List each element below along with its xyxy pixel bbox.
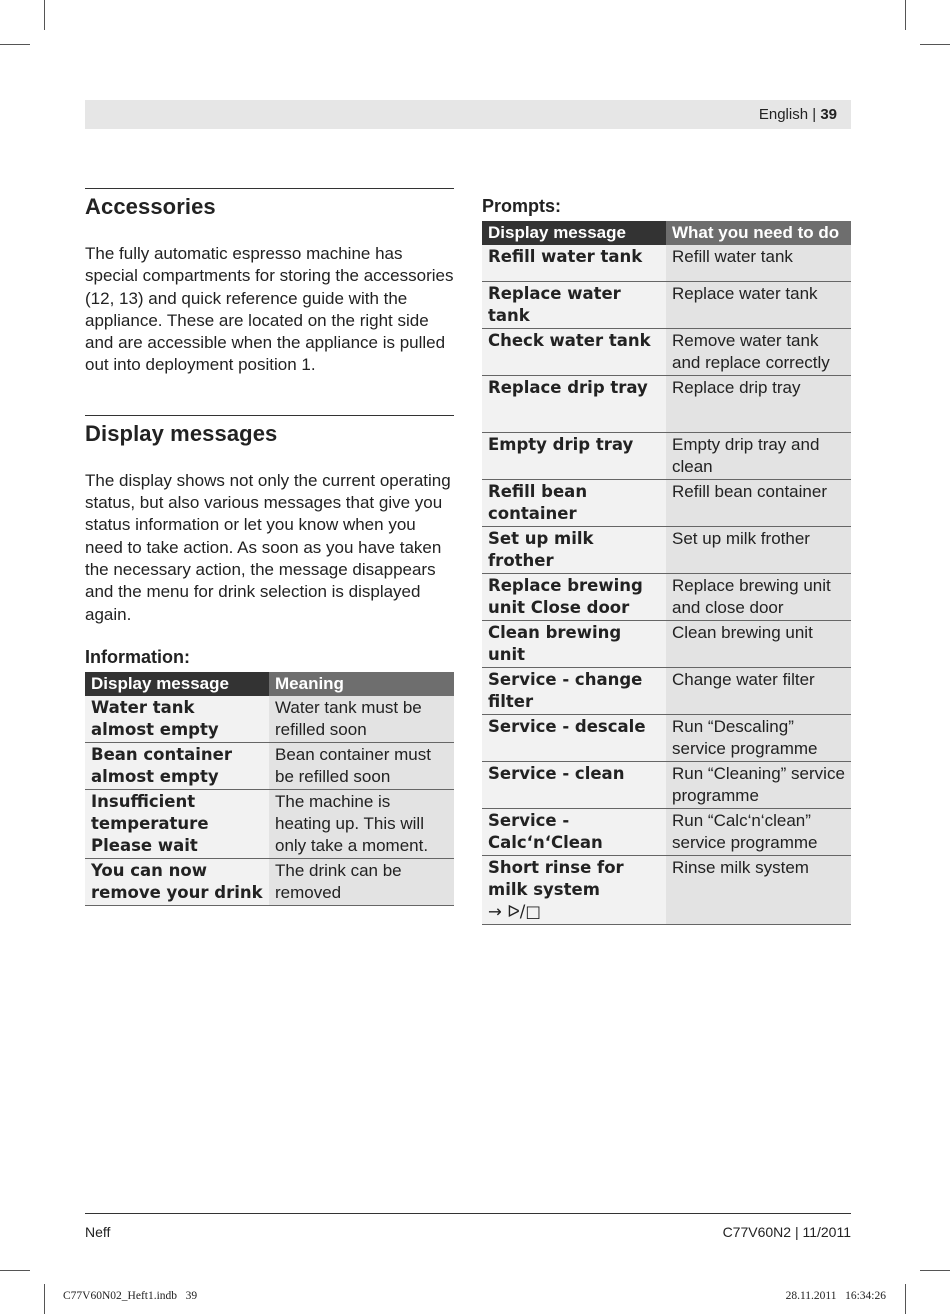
display-messages-text: The display shows not only the current operating status, but also various messages that give you status information or let you know when you need to take action. As soon as you have taken the necessary action, the message disappears and the menu for drink selection is displayed again. <box>85 470 451 624</box>
display-message-cell: Insufficient temperature Please wait <box>85 789 269 858</box>
display-message-cell: Replace brewing unit Close door <box>482 573 666 620</box>
display-message-cell: Refill bean container <box>482 479 666 526</box>
display-message-cell <box>482 855 666 924</box>
page-header <box>85 100 851 129</box>
action-cell: Clean brewing unit <box>666 620 851 667</box>
footer-brand: Neff <box>85 1224 111 1240</box>
table-row <box>482 667 851 714</box>
prompts-label: Prompts: <box>482 196 562 216</box>
table-row <box>85 742 454 789</box>
table-row <box>482 573 851 620</box>
table-row <box>482 432 851 479</box>
table-row <box>482 245 851 281</box>
meaning-cell: Bean container must be refilled soon <box>269 742 454 789</box>
column-header: What you need to do <box>666 221 851 245</box>
action-cell: Run “Cleaning” service programme <box>666 761 851 808</box>
page-header-label <box>759 106 837 123</box>
display-message-cell: Refill water tank <box>482 245 666 281</box>
display-message-cell: Replace water tank <box>482 281 666 328</box>
action-cell: Remove water tank and replace correctly <box>666 328 851 375</box>
table-row <box>482 328 851 375</box>
display-message-cell: Set up milk frother <box>482 526 666 573</box>
crop-mark <box>0 1270 30 1271</box>
print-slug-file: C77V60N02_Heft1.indb 39 <box>63 1290 198 1302</box>
meaning-cell: Water tank must be refilled soon <box>269 696 454 743</box>
display-message-cell: Service - clean <box>482 761 666 808</box>
right-column <box>482 188 851 925</box>
crop-mark <box>44 1284 45 1314</box>
crop-mark <box>905 0 906 30</box>
display-message-cell: Service - Calc‘n‘Clean <box>482 808 666 855</box>
meaning-cell: The machine is heating up. This will only take a moment. <box>269 789 454 858</box>
footer-model: C77V60N2 | 11/2011 <box>722 1224 851 1240</box>
table-row <box>482 855 851 924</box>
crop-mark <box>44 0 45 30</box>
table-row <box>482 761 851 808</box>
action-cell: Change water filter <box>666 667 851 714</box>
table-row <box>85 858 454 905</box>
display-message-cell: Replace drip tray <box>482 375 666 432</box>
action-cell: Run “Descaling” service programme <box>666 714 851 761</box>
crop-mark <box>920 44 950 45</box>
display-message-cell: Water tank almost empty <box>85 696 269 743</box>
table-header-row <box>85 672 454 696</box>
column-header: Display message <box>482 221 666 245</box>
action-cell: Run “Calc‘n‘clean” service programme <box>666 808 851 855</box>
arrow-play-stop-icon: → ᐅ/□ <box>488 901 541 921</box>
left-column <box>85 188 454 906</box>
table-header-row <box>482 221 851 245</box>
action-cell: Refill water tank <box>666 245 851 281</box>
crop-mark <box>920 1270 950 1271</box>
accessories-title: Accessories <box>85 194 216 219</box>
table-row <box>482 375 851 432</box>
action-cell: Set up milk frother <box>666 526 851 573</box>
display-message-cell: Service - change filter <box>482 667 666 714</box>
action-cell: Rinse milk system <box>666 855 851 924</box>
display-message-cell: Service - descale <box>482 714 666 761</box>
header-language: English <box>758 106 809 123</box>
action-cell: Replace brewing unit and close door <box>666 573 851 620</box>
prompts-table <box>482 221 851 925</box>
table-row <box>482 479 851 526</box>
action-cell: Refill bean container <box>666 479 851 526</box>
table-row <box>85 696 454 743</box>
information-table <box>85 672 454 906</box>
table-row <box>85 789 454 858</box>
table-row <box>482 620 851 667</box>
display-message-cell: You can now remove your drink <box>85 858 269 905</box>
action-cell: Empty drip tray and clean <box>666 432 851 479</box>
page-number: 39 <box>820 106 837 123</box>
meaning-cell: The drink can be removed <box>269 858 454 905</box>
display-message-cell: Check water tank <box>482 328 666 375</box>
crop-mark <box>905 1284 906 1314</box>
table-row <box>482 281 851 328</box>
accessories-text: The fully automatic espresso machine has special compartments for storing the accessories (12, 13) and quick reference guide with the appliance. These are located on the right side and are accessible when the appliance is pulled out into deployment position 1. <box>85 244 454 375</box>
action-cell: Replace water tank <box>666 281 851 328</box>
footer-divider <box>85 1213 851 1214</box>
action-cell: Replace drip tray <box>666 375 851 432</box>
display-message-cell: Empty drip tray <box>482 432 666 479</box>
table-row <box>482 808 851 855</box>
table-row <box>482 526 851 573</box>
crop-mark <box>0 44 30 45</box>
column-header: Meaning <box>269 672 454 696</box>
display-message-cell: Bean container almost empty <box>85 742 269 789</box>
display-messages-title: Display messages <box>85 420 278 446</box>
information-label: Information: <box>85 646 190 667</box>
display-message-cell: Clean brewing unit <box>482 620 666 667</box>
print-slug-timestamp: 28.11.2011 16:34:26 <box>785 1290 886 1302</box>
display-message-text: Short rinse for milk system <box>488 857 624 899</box>
column-header: Display message <box>85 672 269 696</box>
table-row <box>482 714 851 761</box>
header-separator: | <box>812 106 817 123</box>
